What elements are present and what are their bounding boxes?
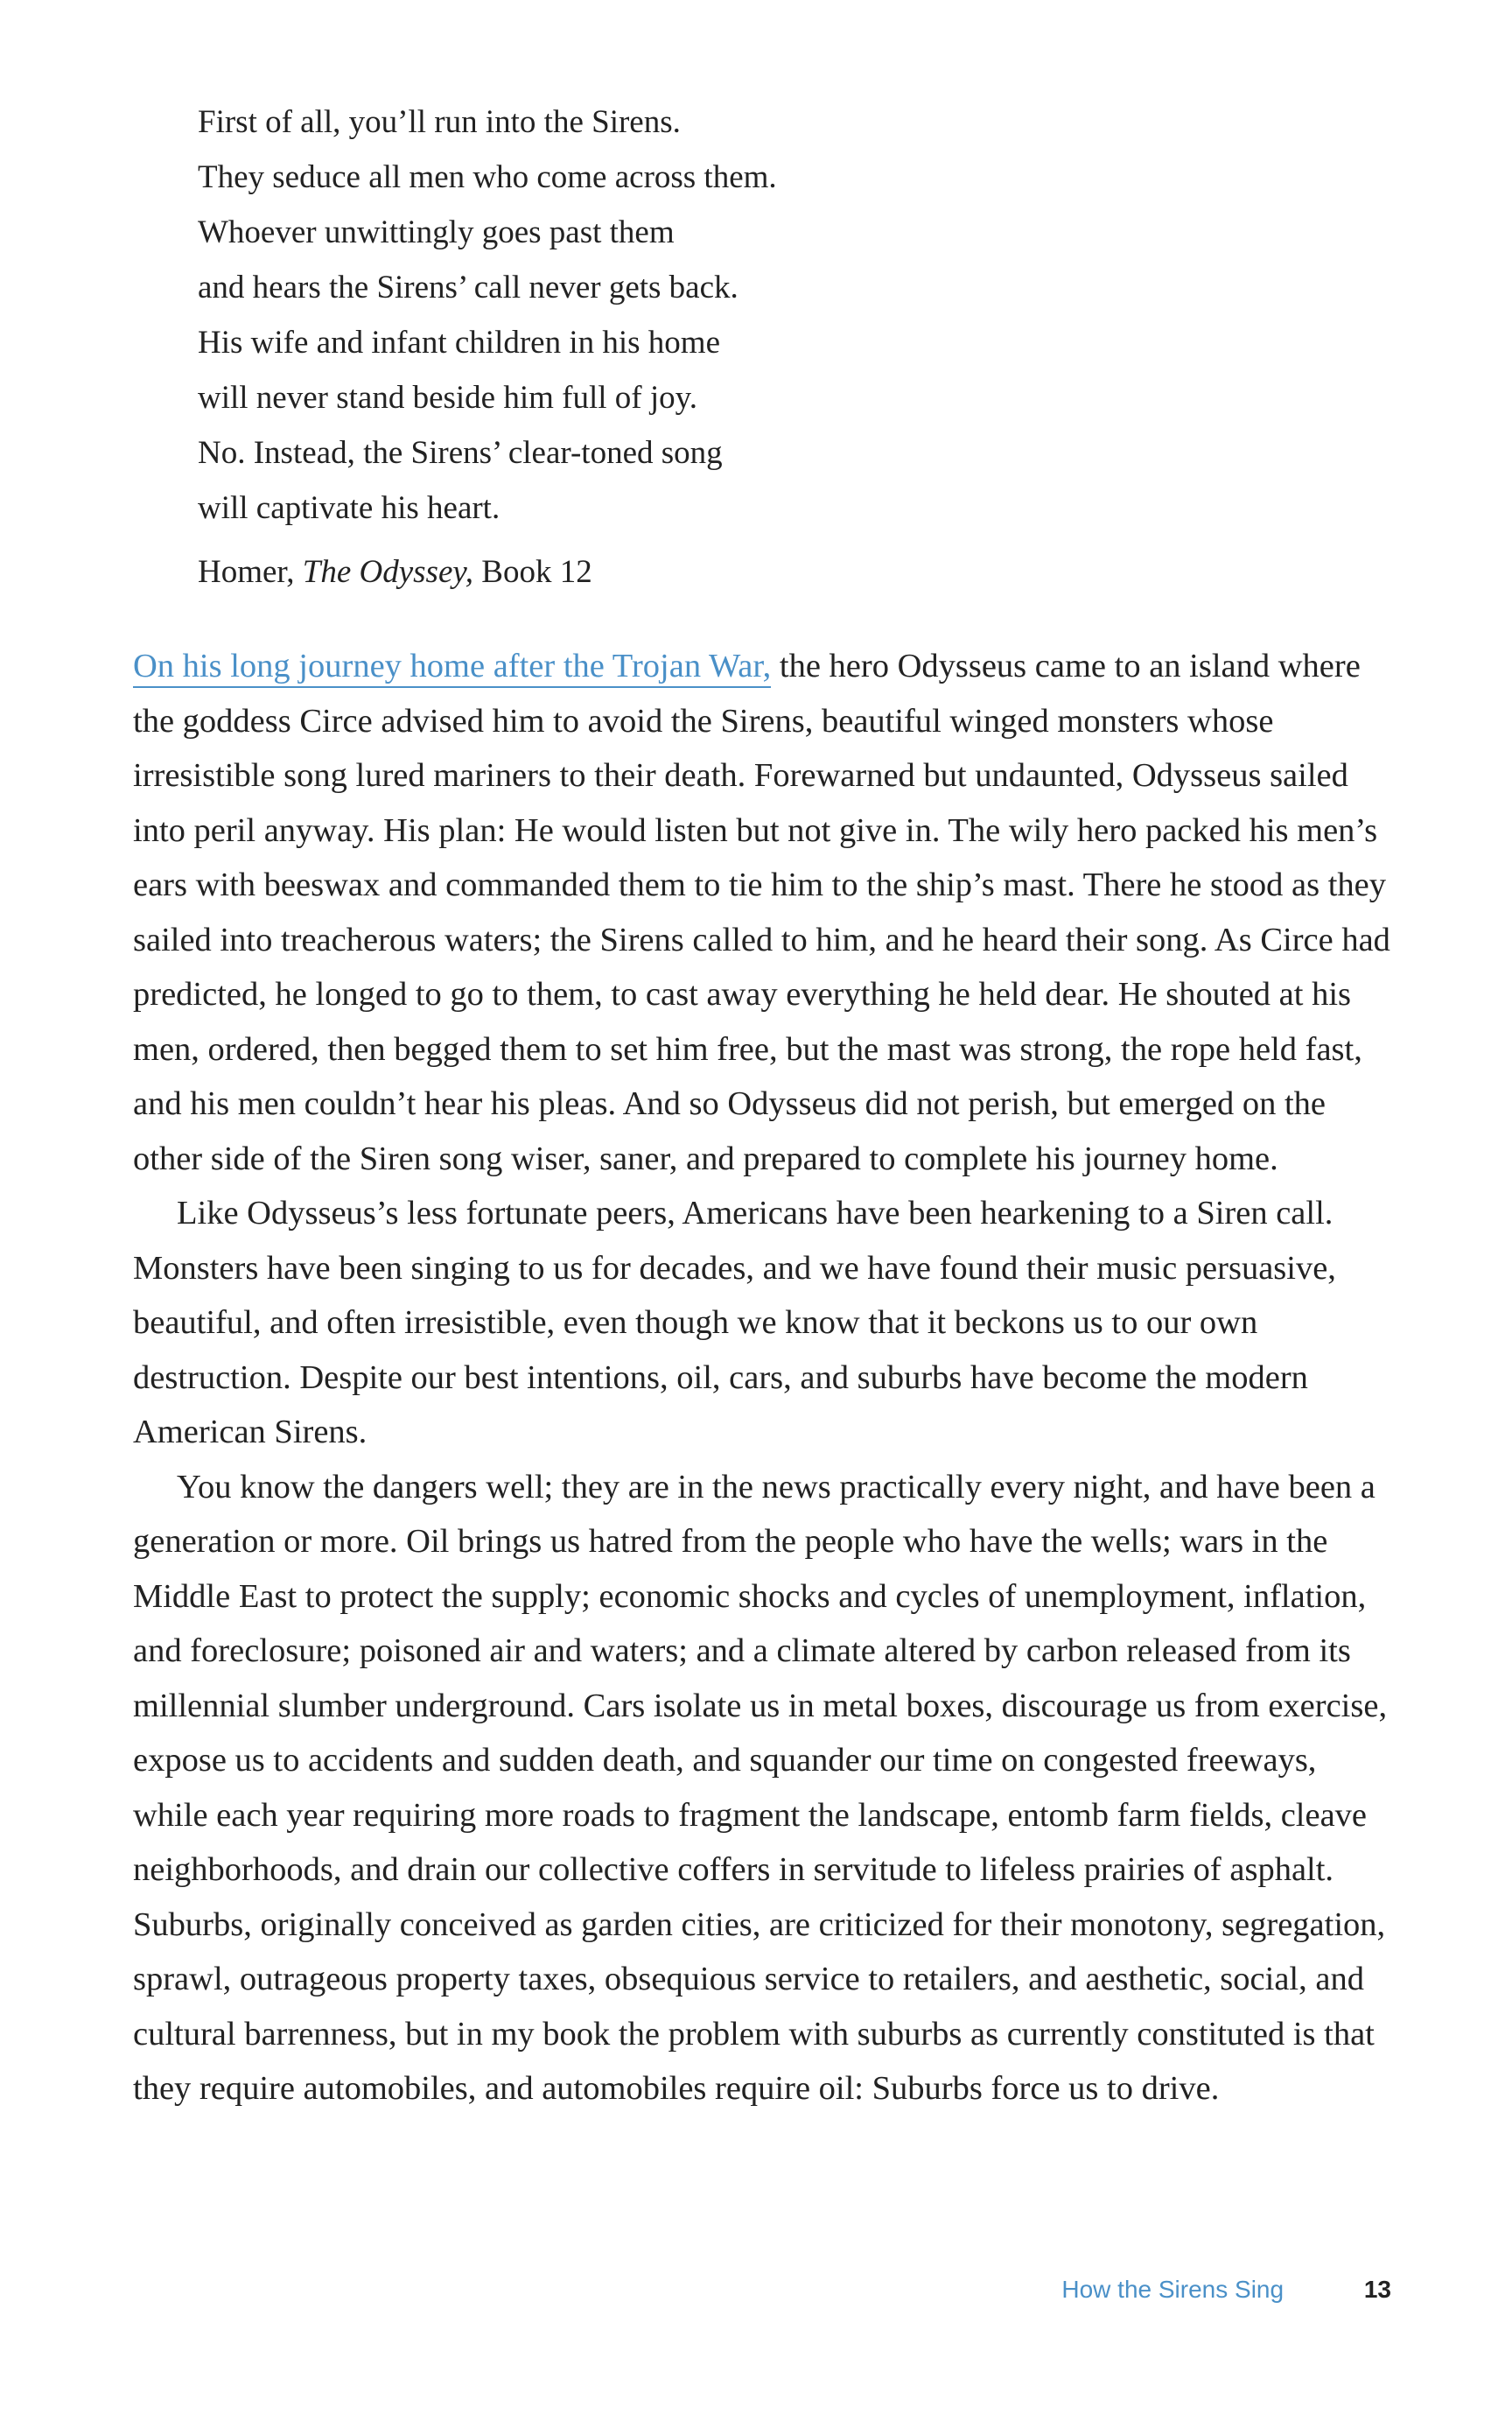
body-text — [133, 639, 1393, 2116]
epigraph-line: and hears the Sirens’ call never gets back. — [198, 270, 738, 305]
epigraph — [198, 95, 1160, 600]
paragraph-1-text: the hero Odysseus came to an island where the goddess Circe advised him to avoid the Sirens, beautiful winged monsters whose irresistible song lured mariners to their death. Forewarned but undaunted, Odysseus sailed into peril anyway. His plan: He would listen but not give in. The wily hero packed his men’s ears with beeswax and commanded them to tie him to the ship’s mast. There he stood as they sailed into treacherous waters; the Sirens called to him, and he heard their song. As Circe had predicted, he longed to go to them, to cast away everything he held dear. He shouted at his men, ordered, then begged them to set him free, but the mast was strong, the rope held fast, and his men couldn’t hear his pleas. And so Odysseus did not perish, but emerged on the other side of the Siren song wiser, saner, and prepared to complete his journey home. — [133, 648, 1390, 1177]
lead-in-phrase: On his long journey home after the Trojan War, — [133, 648, 771, 688]
attribution-author: Homer, — [198, 554, 295, 590]
epigraph-line: His wife and infant children in his home — [198, 325, 721, 361]
running-title: How the Sirens Sing — [1061, 2276, 1284, 2303]
epigraph-line: They seduce all men who come across them. — [198, 159, 777, 195]
epigraph-line: First of all, you’ll run into the Sirens. — [198, 104, 681, 140]
epigraph-attribution — [198, 544, 1160, 600]
paragraph-3: You know the dangers well; they are in the news practically every night, and have been a generation or more. Oil brings us hatred from the people who have the wells; wars in the Middle East to protect the supply; economic shocks and cycles of unemployment, inflation, and foreclosure; poisoned air and waters; and a climate altered by carbon released from its millennial slumber underground. Cars isolate us in metal boxes, discourage us from exercise, expose us to accidents and sudden death, and squander our time on congested freeways, while each year requiring more roads to fragment the landscape, entomb farm fields, cleave neighborhoods, and drain our collective coffers in servitude to lifeless prairies of asphalt. Suburbs, originally conceived as garden cities, are criticized for their monotony, segregation, sprawl, outrageous property taxes, obsequious service to retailers, and aesthetic, social, and cultural barrenness, but in my book the problem with suburbs as currently constituted is that they require automobiles, and automobiles require oil: Suburbs force us to drive. — [133, 1468, 1388, 2107]
page-footer — [1061, 2276, 1391, 2304]
epigraph-line: will never stand beside him full of joy. — [198, 380, 697, 416]
paragraph-2: Like Odysseus’s less fortunate peers, Americans have been hearkening to a Siren call. Monsters have been singing to us for decades, and we have found their music persuasive, beautiful, and often irresistible, even though we know that it beckons us to our own destruction. Despite our best intentions, oil, cars, and suburbs have become the modern American Sirens. — [133, 1195, 1336, 1450]
attribution-work-title: The Odyssey, — [302, 554, 474, 590]
epigraph-line: No. Instead, the Sirens’ clear-toned song — [198, 435, 723, 471]
paragraph-1 — [133, 639, 1393, 1186]
page-number: 13 — [1363, 2276, 1391, 2303]
epigraph-line: will captivate his heart. — [198, 490, 500, 526]
epigraph-line: Whoever unwittingly goes past them — [198, 214, 675, 250]
attribution-section: Book 12 — [481, 554, 592, 590]
